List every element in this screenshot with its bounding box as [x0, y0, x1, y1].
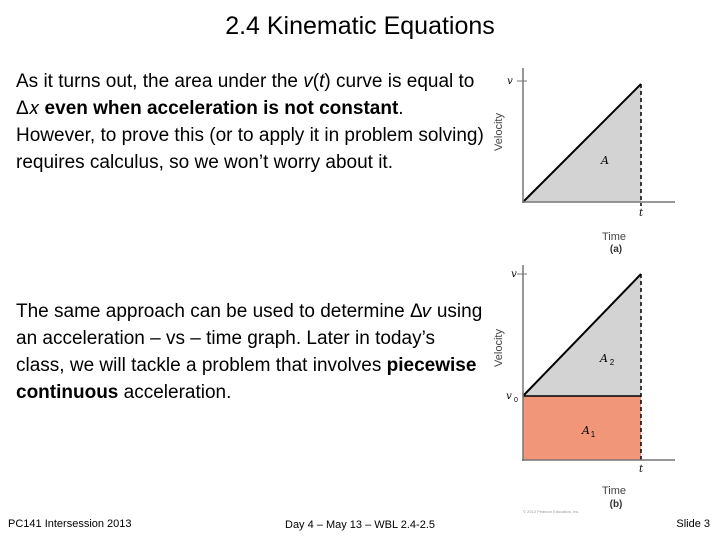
velocity-time-graph-b [485, 260, 685, 515]
p2-text-2: using an acceleration – vs – time graph. Later in today’s class, we will tackle a problem that involves [16, 301, 483, 376]
p1-text-3: . However, to prove this (or to apply it in problem solving) requires calculus, so we won’t worry about it. [16, 98, 484, 173]
p1-t: t [319, 71, 325, 92]
footer-slide-number: Slide 3 [676, 518, 710, 530]
graph-b-sublabel: (b) [609, 499, 623, 510]
area-a2-label: A [600, 352, 608, 365]
v-tick-label: v [511, 269, 517, 280]
t-tick-label: t [638, 464, 644, 475]
p1-delta-x: Δ𝑥 [16, 98, 40, 119]
p1-lparen: ( [312, 71, 320, 92]
p2-text-1: The same approach can be used to determine [16, 301, 410, 322]
slide-title: 2.4 Kinematic Equations [225, 12, 495, 40]
y-axis-label: Velocity [493, 329, 505, 367]
x-axis-label: Time [601, 231, 627, 243]
p1-text-1: As it turns out, the area under the [16, 71, 304, 92]
v0-tick-label: v [506, 391, 512, 402]
p2-text-3: acceleration. [118, 382, 232, 403]
copyright-notice: © 2013 Pearson Education, Inc. [523, 509, 580, 514]
p2-delta-v: Δ𝑣 [409, 301, 432, 322]
v0-tick-subscript: 0 [514, 397, 518, 404]
p1-rparen: ) [324, 71, 331, 92]
area-a-label: A [601, 154, 609, 167]
paragraph-area-under-curve [16, 68, 486, 176]
p1-text-2: curve is equal to [330, 71, 475, 92]
p1-bold-text: even when acceleration is not constant [39, 98, 399, 119]
area-a2-subscript: 2 [609, 358, 615, 367]
p1-v: v [303, 71, 313, 92]
area-a1-label: A [582, 424, 590, 437]
v-tick-label: v [507, 76, 513, 87]
velocity-time-graph-a [485, 58, 685, 258]
footer-course: PC141 Intersession 2013 [8, 518, 132, 530]
graph-a-sublabel: (a) [609, 244, 623, 255]
p2-bold-text: piecewise continuous [16, 355, 477, 403]
x-axis-label: Time [601, 485, 627, 497]
t-tick-label: t [638, 208, 644, 219]
area-a1-subscript: 1 [590, 430, 596, 439]
y-axis-label: Velocity [493, 113, 505, 151]
footer-date: Day 4 – May 13 – WBL 2.4-2.5 [285, 519, 435, 531]
paragraph-acceleration-graph [16, 298, 486, 406]
